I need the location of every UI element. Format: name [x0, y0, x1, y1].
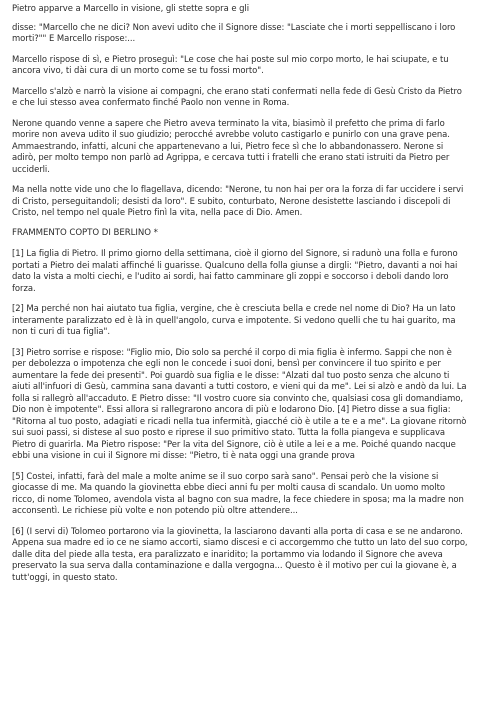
- paragraph-section-2: [2] Ma perché non hai aiutato tua figlia, vergine, che è cresciuta bella e crede nel nome di Dio? Ha un lato interamente paralizzato ed è là in quell'angolo, curva e impotente. Si vedono quelli che tu hai guarito, ma non ti curi di tua figlia".: [12, 303, 456, 336]
- paragraph-nerone-learned: Nerone quando venne a sapere che Pietro aveva terminato la vita, biasimò il prefetto che prima di farlo morire non aveva udito il suo giudizio; perocché avrebbe voluto castigarlo e punirlo con una grave pena. Ammaestrando, infatti, alcuni che appartenevano a lui, Pietro fece sì che lo abbandonassero. Nerone si adirò, per molto tempo non parlò ad Agrippa, e cercava tutti i fratelli che erano stati istruiti da Pietro per ucciderli.: [12, 117, 450, 174]
- section-heading: FRAMMENTO COPTO DI BERLINO *: [12, 227, 158, 238]
- paragraph-marcello-question: disse: "Marcello che ne dici? Non avevi udito che il Signore disse: "Lasciate che i morti seppelliscano i loro morti?"" E Marcello rispose:...: [12, 21, 456, 43]
- paragraph-section-6: [6] (I servi di) Tolomeo portarono via la giovinetta, la lasciarono davanti alla porta di casa e se ne andarono. Appena sua madre ed io ce ne siamo accorti, siamo discesi e ci accorgemmo che tutto un lato del suo corpo, dalle dita del piede alla testa, era paralizzato e inaridito; la portammo via lodando il Signore che aveva preservato la sua serva dalla contaminazione e dalla vergogna... Questo è il motivo per cui la giovane è, a tutt'oggi, in questo stato.: [12, 525, 468, 582]
- paragraph-marcello-reply: Marcello rispose di sì, e Pietro proseguì: "Le cose che hai poste sul mio corpo morto, le hai sciupate, e tu ancora vivo, ti dài cura di un morto come se tu fossi morto".: [12, 53, 449, 75]
- paragraph-nerone-night: Ma nella notte vide uno che lo flagellava, dicendo: "Nerone, tu non hai per ora la forza di far uccidere i servi di Cristo, perseguitandoli; desisti da loro". E subito, conturbato, Nerone desistette lasciando i discepoli di Cristo, nel tempo nel quale Pietro finì la vita, nella pace di Dio. Amen.: [12, 184, 464, 217]
- paragraph-section-3-4: [3] Pietro sorrise e rispose: "Figlio mio, Dio solo sa perché il corpo di mia figlia è infermo. Sappi che non è per debolezza o impotenza che egli non le concede i suoi doni, bensì per convincere il tuo spirito e per aumentare la fede dei presenti". Poi guardò sua figlia e le disse: "Alzati dal tuo posto senza che alcuno ti aiuti all'infuori di Gesù, cammina sana davanti a tutti costoro, e vieni qui da me". Lei si alzò e andò da lui. La folla si rallegrò all'accaduto. E Pietro disse: "Il vostro cuore sia convinto che, qualsiasi cosa gli domandiamo, Dio non è impotente". Essi allora si rallegrarono ancora di più e lodarono Dio. [4] Pietro disse a sua figlia: "Ritorna al tuo posto, adagiati e ricadi nella tua infermità, giacché ciò è utile a te e a me". La giovane ritornò sui suoi passi, si distese al suo posto e riprese il suo primitivo stato. Tutta la folla piangeva e supplicava Pietro di guarirla. Ma Pietro rispose: "Per la vita del Signore, ciò è utile a lei e a me. Poiché quando nacque ebbi una visione in cui il Signore mi disse: "Pietro, ti è nata oggi una grande prova: [12, 346, 467, 460]
- paragraph-fragment-opening: Pietro apparve a Marcello in visione, gli stette sopra e gli: [12, 3, 249, 13]
- paragraph-marcello-vision: Marcello s'alzò e narrò la visione ai compagni, che erano stati confermati nella fede di Gesù Cristo da Pietro e che lui stesso avea confermato finché Paolo non venne in Roma.: [12, 85, 462, 107]
- paragraph-section-1: [1] La figlia di Pietro. Il primo giorno della settimana, cioè il giorno del Signore, si radunò una folla e furono portati a Pietro dei malati affinché li guarisse. Qualcuno della folla giunse a dirgli: "Pietro, davanti a noi hai dato la vista a molti ciechi, e l'udito ai sordi, hai fatto camminare gli zoppi e soccorso i deboli dando loro forza.: [12, 248, 458, 293]
- paragraph-section-5: [5] Costei, infatti, farà del male a molte anime se il suo corpo sarà sano". Pensai però che la visione si giocasse di me. Ma quando la giovinetta ebbe dieci anni fu per molti causa di scandalo. Un uomo molto ricco, di nome Tolomeo, avendola vista al bagno con sua madre, la fece chiedere in sposa; ma la madre non acconsentì. Le richiese più volte e non potendo più oltre attendere...: [12, 470, 464, 515]
